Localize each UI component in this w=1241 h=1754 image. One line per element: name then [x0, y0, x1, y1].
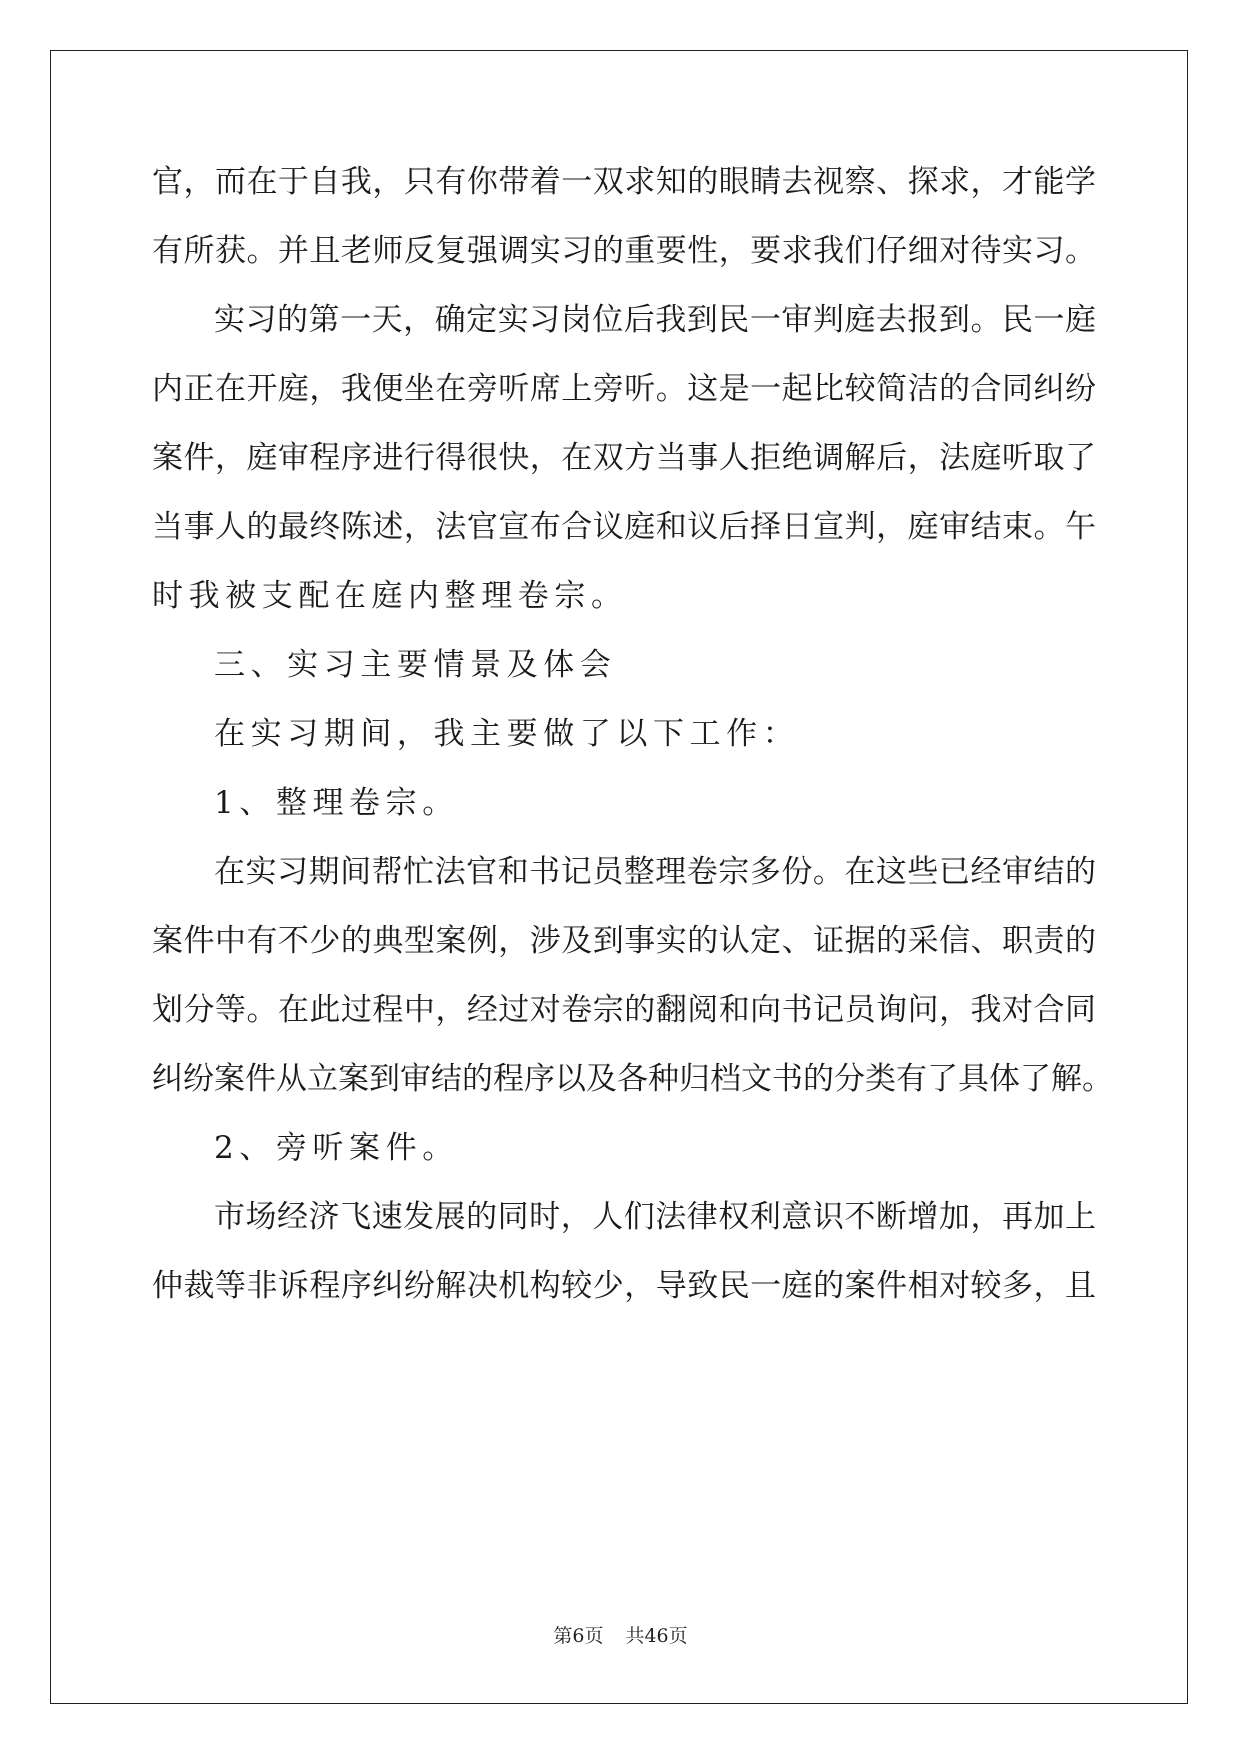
text-line: 案件中有不少的典型案例，涉及到事实的认定、证据的采信、职责的: [152, 923, 1096, 959]
list-item-heading: 1、整理卷宗。: [214, 785, 459, 821]
paragraph-start-line: 在实习期间，我主要做了以下工作：: [214, 716, 800, 752]
list-item-heading: 2、旁听案件。: [214, 1130, 459, 1166]
text-line: 当事人的最终陈述，法官宣布合议庭和议后择日宣判，庭审结束。午: [152, 509, 1096, 545]
text-line: 内正在开庭，我便坐在旁听席上旁听。这是一起比较简洁的合同纠纷: [152, 371, 1096, 407]
page-total: 共46页: [625, 1625, 688, 1647]
text-line: 案件，庭审程序进行得很快，在双方当事人拒绝调解后，法庭听取了: [152, 440, 1096, 476]
paragraph-start-line: 实习的第一天，确定实习岗位后我到民一审判庭去报到。民一庭: [214, 302, 1096, 338]
paragraph-start-line: 市场经济飞速发展的同时，人们法律权利意识不断增加，再加上: [214, 1199, 1096, 1235]
text-line: 仲裁等非诉程序纠纷解决机构较少，导致民一庭的案件相对较多，且: [152, 1268, 1096, 1304]
text-line: 官，而在于自我，只有你带着一双求知的眼睛去视察、探求，才能学: [152, 164, 1096, 200]
page-number: 第6页: [553, 1625, 604, 1647]
text-line: 时我被支配在庭内整理卷宗。: [152, 578, 628, 614]
paragraph-start-line: 在实习期间帮忙法官和书记员整理卷宗多份。在这些已经审结的: [214, 854, 1096, 890]
section-heading: 三、实习主要情景及体会: [214, 647, 617, 683]
text-line: 纠纷案件从立案到审结的程序以及各种归档文书的分类有了具体了解。: [152, 1061, 1113, 1097]
page-footer: [0, 1621, 1241, 1648]
text-line: 划分等。在此过程中，经过对卷宗的翻阅和向书记员询问，我对合同: [152, 992, 1096, 1028]
text-line: 有所获。并且老师反复强调实习的重要性，要求我们仔细对待实习。: [152, 233, 1096, 269]
